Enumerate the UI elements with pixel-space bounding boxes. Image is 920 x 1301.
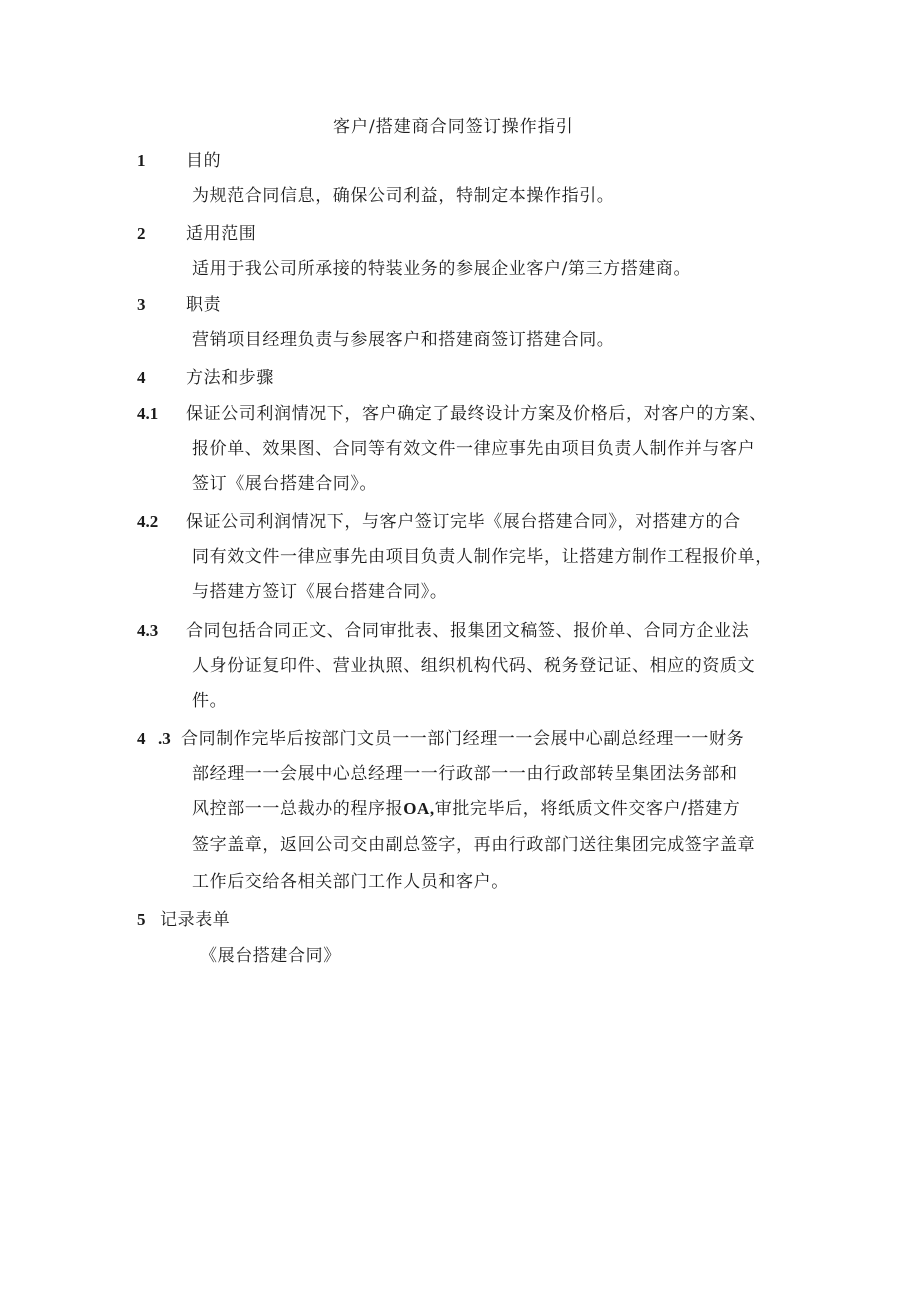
section-heading: 职责 [186,295,222,315]
section-number: 2 [137,224,146,243]
step-line [192,798,740,820]
step-line: 保证公司利润情况下，与客户签订完毕《展台搭建合同》，对搭建方的合 [186,512,741,532]
step-line: 报价单、效果图、合同等有效文件一律应事先由项目负责人制作并与客户 [192,439,756,459]
step-line: 部经理一一会展中心总经理一一行政部一一由行政部转呈集团法务部和 [192,764,738,784]
step-number-suffix: .3 [158,729,171,748]
section-heading: 目的 [186,151,222,171]
step-line: 与搭建方签订《展台搭建合同》。 [192,582,448,602]
step-line: 签字盖章，返回公司交由副总签字，再由行政部门送往集团完成签字盖章 [192,835,756,855]
section-number: 3 [137,295,146,314]
section-body-line: 适用于我公司所承接的特装业务的参展企业客户/第三方搭建商。 [192,259,692,279]
section-heading: 适用范围 [186,224,257,244]
step-line-part: 风控部一一总裁办的程序报 [192,799,404,819]
step-line: 工作后交给各相关部门工作人员和客户。 [192,872,509,892]
record-item: 《展台搭建合同》 [200,946,341,966]
step-number: 4.1 [137,404,159,423]
step-number: 4 [137,729,146,748]
section-number: 5 [137,910,146,929]
step-line: 同有效文件一律应事先由项目负责人制作完毕，让搭建方制作工程报价单， [192,547,773,567]
section-number: 4 [137,368,146,387]
section-heading: 记录表单 [160,910,231,930]
step-line: 签订《展台搭建合同》。 [192,474,378,494]
step-line-part: 审批完毕后，将纸质文件交客户/搭建方 [434,799,741,819]
step-number: 4.3 [137,621,159,640]
step-line: 人身份证复印件、营业执照、组织机构代码、税务登记证、相应的资质文 [192,656,756,676]
oa-label: OA, [403,799,435,818]
step-number: 4.2 [137,512,159,531]
section-heading: 方法和步骤 [186,368,274,388]
step-line: 合同制作完毕后按部门文员一一部门经理一一会展中心副总经理一一财务 [181,729,745,749]
section-number: 1 [137,151,146,170]
section-body-line: 为规范合同信息，确保公司利益，特制定本操作指引。 [192,186,615,206]
step-line: 保证公司利润情况下，客户确定了最终设计方案及价格后，对客户的方案、 [186,404,767,424]
section-body-line: 营销项目经理负责与参展客户和搭建商签订搭建合同。 [192,330,615,350]
step-line: 合同包括合同正文、合同审批表、报集团文稿签、报价单、合同方企业法 [186,621,750,641]
document-title: 客户/搭建商合同签订操作指引 [333,117,574,137]
step-line: 件。 [192,691,228,711]
